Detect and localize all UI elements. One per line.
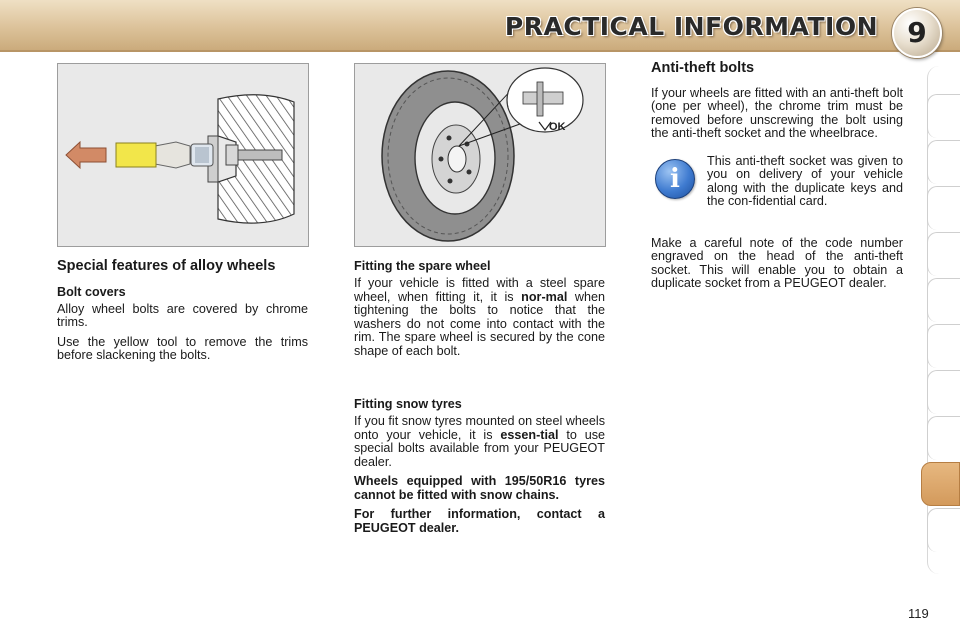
page-number: 119 xyxy=(908,606,929,621)
bolt-covers-subheading: Bolt covers xyxy=(57,284,126,299)
left-column xyxy=(57,259,308,369)
chapter-tab-7[interactable] xyxy=(927,370,960,414)
ok-callout-label: OK xyxy=(549,121,566,133)
chapter-tab-8[interactable] xyxy=(927,416,960,460)
chapter-tab-3[interactable] xyxy=(927,186,960,230)
right-column xyxy=(651,61,903,297)
chapter-tab-6[interactable] xyxy=(927,324,960,368)
bolt-cover-tool-figure xyxy=(57,63,309,247)
information-icon: i xyxy=(655,159,695,199)
chapter-tab-4[interactable] xyxy=(927,232,960,276)
bolt-covers-paragraph-1: Alloy wheel bolts are covered by chrome trims. xyxy=(57,301,308,329)
info-text: This anti-theft socket was given to you on delivery of your vehicle along with the duplicate keys and the con-fidential card. xyxy=(707,153,903,208)
snow-tyres-paragraph xyxy=(354,415,605,469)
snow-tyres-text-b: to use special bolts available from your PEUGEOT dealer. xyxy=(354,427,605,469)
chapter-tab-1[interactable] xyxy=(927,94,960,138)
chapter-number-badge: 9 xyxy=(892,8,942,58)
chapter-tab-5[interactable] xyxy=(927,278,960,322)
spare-wheel-text-b: when tightening the bolts to notice that the washers do not come into contact with the rim. The spare wheel is secured by the cone shape of each bolt. xyxy=(354,289,606,358)
page-header xyxy=(0,0,960,52)
anti-theft-paragraph-1: If your wheels are fitted with an anti-theft bolt (one per wheel), the chrome trim must be removed before unscrewing the bolt using the anti-theft socket and the wheelbrace. xyxy=(651,85,903,140)
middle-column xyxy=(354,259,605,541)
info-box xyxy=(651,155,903,231)
snow-tyres-subheading: Fitting snow tyres xyxy=(354,397,462,411)
anti-theft-heading: Anti-theft bolts xyxy=(651,60,755,76)
chapter-tab-9-active[interactable] xyxy=(921,462,960,506)
spare-wheel-emphasis: nor-mal xyxy=(521,289,568,304)
anti-theft-paragraph-2: Make a careful note of the code number engraved on the head of the anti-theft socket. This will enable you to obtain a duplicate socket from a PEUGEOT dealer. xyxy=(651,235,903,290)
bolt-cover-tool-illustration xyxy=(58,64,308,246)
spare-wheel-text-a: If your vehicle is fitted with a steel spare wheel, when fitting it, it is xyxy=(354,276,605,304)
chapter-tab-10[interactable] xyxy=(927,508,960,552)
spare-wheel-subheading: Fitting the spare wheel xyxy=(354,259,491,273)
alloy-wheels-heading: Special features of alloy wheels xyxy=(57,258,276,274)
page-title: PRACTICAL INFORMATION xyxy=(504,12,878,41)
chapter-tab-2[interactable] xyxy=(927,140,960,184)
spare-wheel-illustration xyxy=(355,64,605,246)
spare-wheel-paragraph xyxy=(354,277,605,358)
bolt-covers-paragraph-2: Use the yellow tool to remove the trims before slackening the bolts. xyxy=(57,334,308,362)
chapter-tabs xyxy=(927,66,960,574)
snow-tyres-emphasis: essen-tial xyxy=(500,427,559,442)
spare-wheel-figure xyxy=(354,63,606,247)
dealer-note: For further information, contact a PEUGEOT dealer. xyxy=(354,507,605,535)
snow-tyres-text-a: If you fit snow tyres mounted on steel wheels onto your vehicle, it is xyxy=(354,414,605,442)
snow-chains-warning: Wheels equipped with 195/50R16 tyres cannot be fitted with snow chains. xyxy=(354,474,605,502)
